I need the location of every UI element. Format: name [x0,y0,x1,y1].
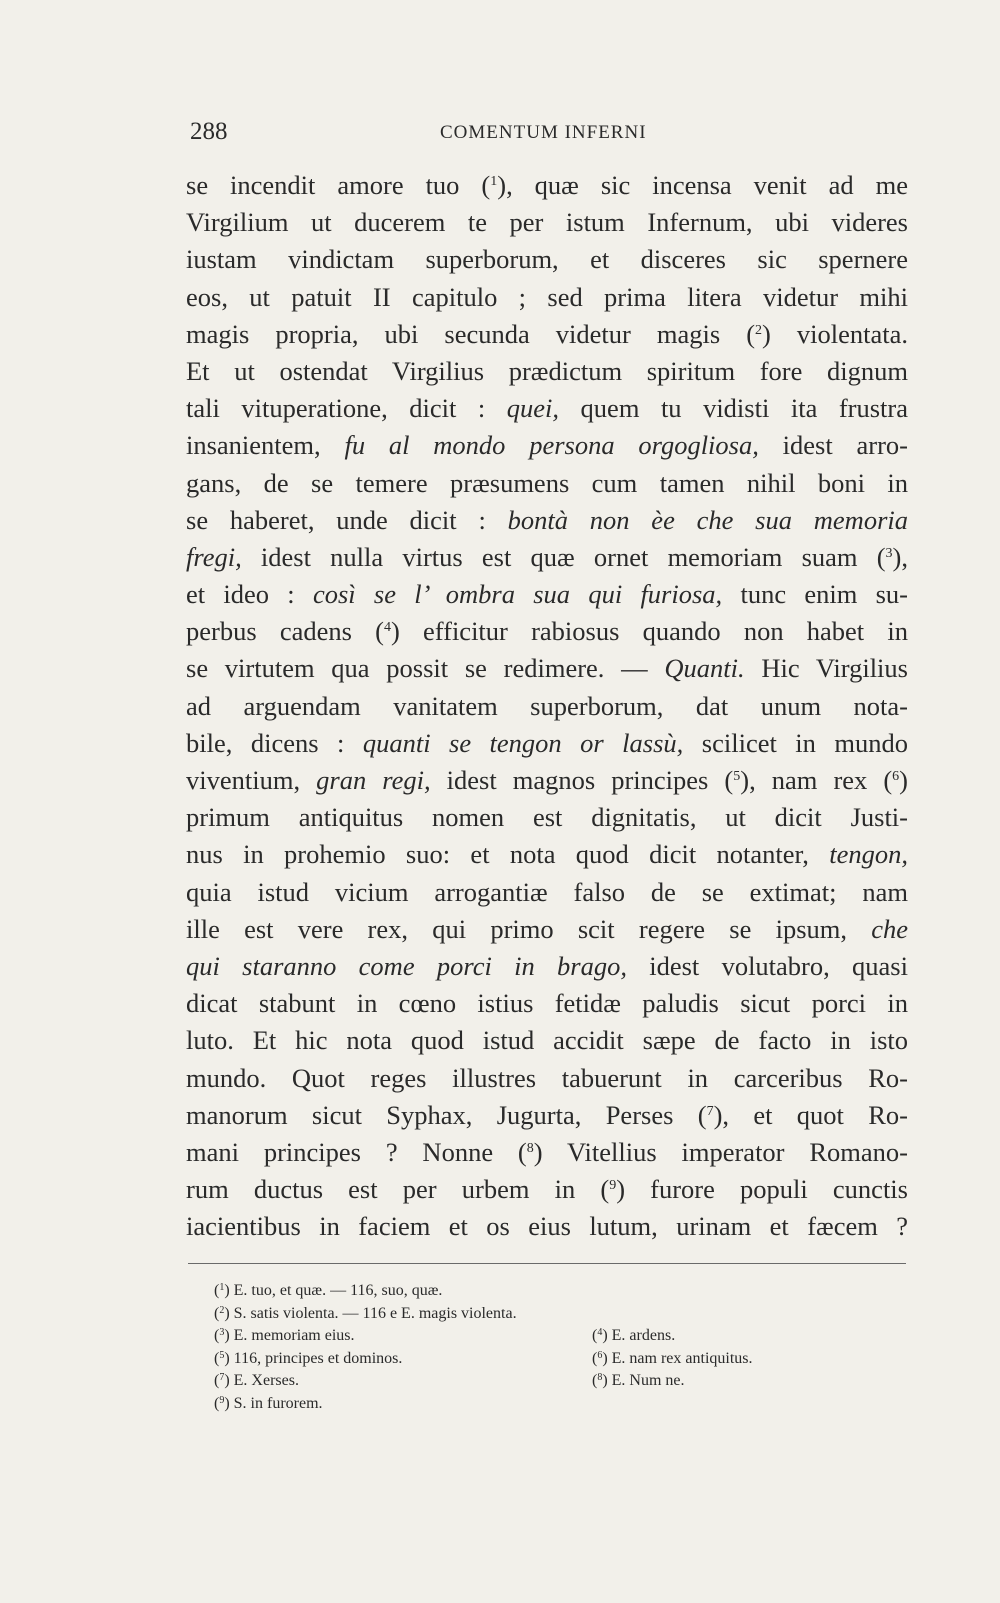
footnote-row [214,1325,834,1348]
text-line: viventium, gran regi, idest magnos principes ($^5$), nam rex ($^6$) [186,765,908,795]
footnote: ($^7$) E. Xerses. [214,1372,299,1389]
footnote-row [214,1348,834,1371]
text-line: rum ductus est per urbem in ($^9$) furore populi cunctis [186,1174,908,1205]
text-line: eos, ut patuit II capitulo ; sed prima litera videtur mihi [186,281,908,312]
text-line: iacientibus in faciem et os eius lutum, urinam et fæcem ? [186,1211,908,1242]
footnote: ($^3$) E. memoriam eius. [214,1327,355,1344]
text-line: dicat stabunt in cœno istius fetidæ paludis sicut porci in [186,988,908,1019]
text-line: gans, de se temere præsumens cum tamen nihil boni in [186,467,908,498]
text-line: manorum sicut Syphax, Jugurta, Perses ($^7$), et quot Ro- [186,1099,908,1130]
text-line: qui staranno come porci in brago, idest volutabro, quasi [186,950,908,981]
footnote-row [214,1370,834,1393]
footnote-row [214,1303,834,1326]
text-line: mani principes ? Nonne ($^8$) Vitellius imperator Romano- [186,1136,908,1167]
footnote: ($^9$) S. in furorem. [214,1394,323,1412]
text-line: insanientem, fu al mondo persona orgogliosa, idest arro- [186,430,908,461]
text-line: Et ut ostendat Virgilius prædictum spiritum fore dignum [186,355,908,386]
text-line: et ideo : così se l’ ombra sua qui furiosa, tunc enim su- [186,579,908,610]
footnote-divider [188,1263,906,1264]
text-line: se haberet, unde dicit : bontà non èe che sua memoria [186,504,908,535]
footnote: ($^4$) E. ardens. [592,1327,676,1344]
text-line: iustam vindictam superborum, et disceres sic spernere [186,244,908,275]
text-line: nus in prohemio suo: et nota quod dicit notanter, tengon, [186,839,908,870]
footnote-row [214,1280,834,1303]
footnote: ($^2$) S. satis violenta. — 116 e E. magis violenta. [214,1304,517,1322]
running-title: COMENTUM INFERNI [440,122,647,143]
text-line: ad arguendam vanitatem superborum, dat unum nota- [186,690,908,721]
footnote: ($^8$) E. Num ne. [592,1372,685,1389]
text-line: primum antiquitus nomen est dignitatis, ut dicit Justi- [186,802,908,833]
text-line: se virtutem qua possit se redimere. — Quanti. Hic Virgilius [186,653,908,684]
footnote-row [214,1393,834,1416]
text-line: magis propria, ubi secunda videtur magis ($^2$) violentata. [186,318,908,349]
text-line: tali vituperatione, dicit : quei, quem tu vidisti ita frustra [186,393,908,424]
page-header [190,118,906,158]
footnote: ($^5$) 116, principes et dominos. [214,1349,403,1367]
text-line: ille est vere rex, qui primo scit regere se ipsum, che [186,913,908,944]
footnote: ($^1$) E. tuo, et quæ. — 116, suo, quæ. [214,1282,443,1299]
footnotes [214,1280,834,1415]
body-text [186,167,908,1245]
text-line: se incendit amore tuo ($^1$), quæ sic incensa venit ad me [186,170,908,200]
text-line: luto. Et hic nota quod istud accidit sæpe de facto in isto [186,1025,908,1056]
text-line: perbus cadens ($^4$) efficitur rabiosus quando non habet in [186,616,908,647]
text-line: mundo. Quot reges illustres tabuerunt in carceribus Ro- [186,1062,908,1093]
page-number: 288 [190,118,228,145]
text-line: bile, dicens : quanti se tengon or lassù, scilicet in mundo [186,727,908,758]
text-line: Virgilium ut ducerem te per istum Infernum, ubi videres [186,207,908,238]
text-line: fregi, idest nulla virtus est quæ ornet memoriam suam ($^3$), [186,541,908,572]
footnote: ($^6$) E. nam rex antiquitus. [592,1349,753,1367]
text-line: quia istud vicium arrogantiæ falso de se extimat; nam [186,876,908,907]
